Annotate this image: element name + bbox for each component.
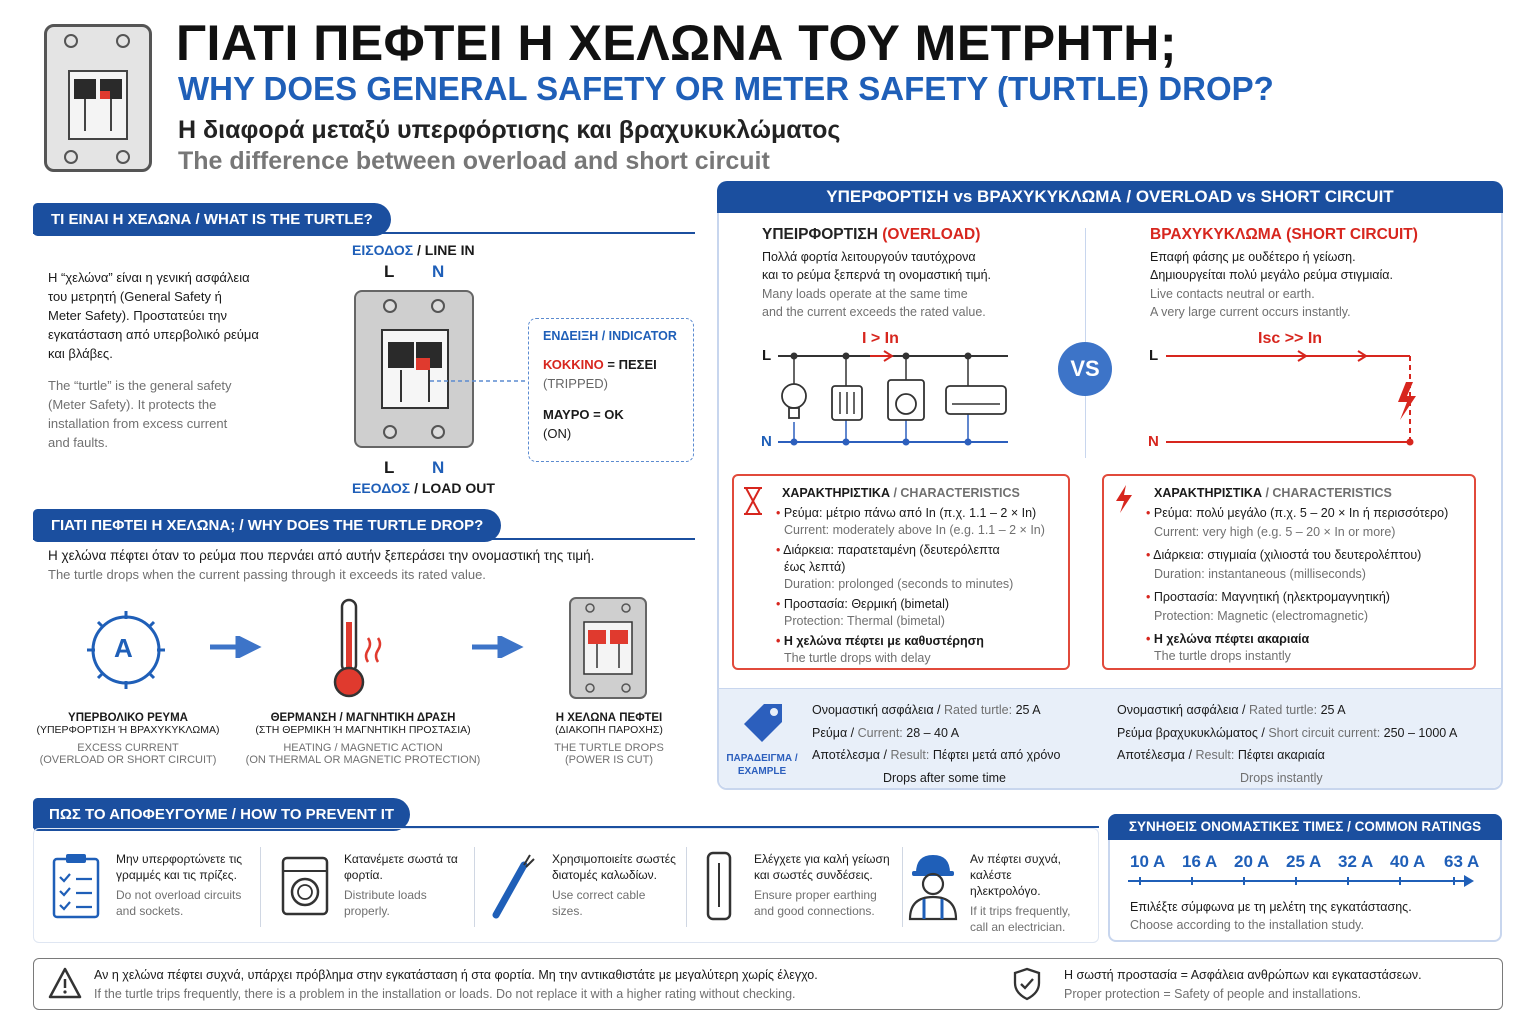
tag-icon <box>740 700 786 746</box>
ex-gr: Ονομαστική ασφάλεια / <box>1117 703 1246 717</box>
example-label-line1: ΠΑΡΑΔΕΙΓΜΑ / <box>726 753 798 764</box>
ammeter-letter: A <box>114 633 133 663</box>
step-en-sub: (OVERLOAD OR SHORT CIRCUIT) <box>39 754 217 766</box>
rating-value: 10 A <box>1130 852 1166 871</box>
overload-title <box>762 226 980 244</box>
short-L: L <box>1149 347 1159 364</box>
warning-icon <box>48 967 82 999</box>
chars-en-label: Protection: <box>1154 609 1214 623</box>
prevent-heading: ΠΩΣ ΤΟ ΑΠΟΦΕΥΓΟΥΜΕ / HOW TO PREVENT IT <box>33 798 410 831</box>
ratings-box <box>1108 814 1502 942</box>
overload-characteristics-box <box>732 474 1070 670</box>
chars-item: • Προστασία: Μαγνητική (ηλεκτρομαγνητική) <box>1146 590 1390 604</box>
prevent-gr: Ελέγχετε για καλή γείωση <box>754 852 890 866</box>
prevent-en: Do not overload circuits <box>116 888 242 902</box>
ex-val: 28 – 40 A <box>906 725 960 740</box>
short-en-line: A very large current occurs instantly. <box>1150 305 1351 319</box>
what-en-line: The “turtle” is the general safety <box>48 378 232 393</box>
turtle-breaker-diagram <box>354 290 474 448</box>
chars-item: • Ρεύμα: πολύ μεγάλο (π.χ. 5 – 20 × In ή περισσότερο) <box>1146 506 1449 520</box>
what-description-gr <box>48 268 298 363</box>
prevent-separator <box>686 847 687 927</box>
line-in-label <box>352 242 475 258</box>
rating-value: 40 A <box>1390 852 1426 871</box>
step-en-sub: (ON THERMAL OR MAGNETIC PROTECTION) <box>245 754 481 766</box>
example-label <box>726 752 798 778</box>
chars-item-en <box>1146 566 1472 583</box>
terminal-N-bottom: N <box>432 458 445 477</box>
chars-en-label: Protection: <box>784 614 844 628</box>
rating-value: 20 A <box>1234 852 1270 871</box>
overload-en-line: Many loads operate at the same time <box>762 287 968 301</box>
what-gr-line: εγκατάσταση από υπερβολικό ρεύμα <box>48 327 259 342</box>
why-text-gr: Η χελώνα πέφτει όταν το ρεύμα που περνάει από αυτήν ξεπεράσει την ονομαστική της τιμή. <box>48 548 595 563</box>
chars-en-text: The turtle drops with delay <box>784 651 931 665</box>
chars-title-gr: ΧΑΡΑΚΤΗΡΙΣΤΙΚΑ <box>1154 486 1262 500</box>
lightning-icon <box>1114 484 1134 514</box>
prevent-separator <box>474 847 475 927</box>
chars-en-text: prolonged (seconds to minutes) <box>838 577 1014 591</box>
ex-gr: Ρεύμα / <box>812 725 855 740</box>
overload-gr-line: και το ρεύμα ξεπερνά τη ονομαστική τιμή. <box>762 268 991 282</box>
short-formula: Isc >> In <box>1258 330 1323 347</box>
prevent-item-2 <box>344 851 474 964</box>
chars-en-label: Duration: <box>784 577 835 591</box>
why-heading: ΓΙΑΤΙ ΠΕΦΤΕΙ Η ΧΕΛΩΝΑ; / WHY DOES THE TURTLE DROP? <box>33 509 501 542</box>
chars-gr-label: Ρεύμα: <box>1153 506 1193 520</box>
example-row <box>812 722 1060 745</box>
example-label-line2: EXAMPLE <box>737 766 787 777</box>
terminal-L-bottom: L <box>384 458 395 477</box>
short-desc-en <box>1150 285 1351 321</box>
header-breaker-icon <box>44 24 152 172</box>
what-en-line: (Meter Safety). It protects the <box>48 397 217 412</box>
example-overload <box>812 699 1060 789</box>
page-subtitle-en: The difference between overload and short circuit <box>178 147 770 175</box>
prevent-item-4 <box>754 851 900 964</box>
prevent-item-3 <box>552 851 682 964</box>
short-gr-line: Επαφή φάσης με ουδέτερο ή γείωση. <box>1150 250 1356 264</box>
rating-value: 16 A <box>1182 852 1218 871</box>
page-title-en: WHY DOES GENERAL SAFETY OR METER SAFETY (TURTLE) DROP? <box>178 70 1274 107</box>
what-gr-line: και βλάβες. <box>48 346 113 361</box>
chars-en-text: instantaneous (milliseconds) <box>1208 567 1366 581</box>
chars-item: • Η χελώνα πέφτει με καθυστέρηση <box>776 634 984 648</box>
ratings-heading: ΣΥΝΗΘΕΙΣ ΟΝΟΜΑΣΤΙΚΕΣ ΤΙΜΕΣ / COMMON RATINGS <box>1108 814 1502 840</box>
chars-gr-text-cont: έως λεπτά) <box>784 560 846 574</box>
line-in-gr: ΕΙΣΟΔΟΣ <box>352 242 414 258</box>
ratings-note-gr: Επιλέξτε σύμφωνα με τη μελέτη της εγκατάστασης. <box>1130 900 1412 914</box>
chars-gr-text: Η χελώνα πέφτει ακαριαία <box>1153 632 1310 646</box>
prevent-en: sizes. <box>552 904 583 918</box>
chars-item-en <box>776 576 1066 593</box>
step-gr-title: ΥΠΕΡΒΟΛΙΚΟ ΡΕΥΜΑ <box>68 712 188 724</box>
chars-item-en <box>1146 524 1472 541</box>
prevent-en: and sockets. <box>116 904 184 918</box>
overload-title-en: (OVERLOAD) <box>882 226 981 243</box>
prevent-separator <box>260 847 261 927</box>
example-row <box>812 699 1060 722</box>
ex-en: Result: <box>890 748 930 762</box>
chars-gr-label: Ρεύμα: <box>783 506 823 520</box>
step-gr-title: ΘΕΡΜΑΝΣΗ / ΜΑΓΝΗΤΙΚΗ ΔΡΑΣΗ <box>270 712 456 724</box>
prevent-en: Distribute loads <box>344 888 427 902</box>
hourglass-icon <box>742 486 764 516</box>
prevent-gr: και σωστές συνδέσεις. <box>754 868 873 882</box>
short-en-line: Live contacts neutral or earth. <box>1150 287 1315 301</box>
what-gr-line: του μετρητή (General Safety ή <box>48 289 222 304</box>
prevent-en: Use correct cable <box>552 888 646 902</box>
ex-en: Rated turtle: <box>944 703 1013 717</box>
prevent-en: and good connections. <box>754 904 875 918</box>
ex-val: Πέφτει μετά από χρόνο <box>932 748 1061 762</box>
indicator-title: ΕΝΔΕΙΞΗ / INDICATOR <box>543 329 677 343</box>
chars-en-text: very high (e.g. 5 – 20 × In or more) <box>1202 525 1396 539</box>
chars-title-en: / CHARACTERISTICS <box>1265 486 1392 500</box>
chars-gr-text: παρατεταμένη (δευτερόλεπτα <box>837 543 1000 557</box>
prevent-separator <box>902 847 903 927</box>
prevent-gr: Κατανέμετε σωστά τα <box>344 852 458 866</box>
why-step-2 <box>240 712 486 766</box>
overload-desc-gr <box>762 248 991 284</box>
rating-value: 32 A <box>1338 852 1374 871</box>
footer-safety-gr: Η σωστή προστασία = Ασφάλεια ανθρώπων και εγκαταστάσεων. <box>1064 968 1422 982</box>
prevent-gr: ηλεκτρολόγο. <box>970 884 1041 898</box>
tripped-breaker-icon <box>568 596 648 700</box>
prevent-en: If it trips frequently, <box>970 904 1071 918</box>
chars-gr-label: Διάρκεια: <box>783 543 834 557</box>
what-description-en <box>48 376 298 452</box>
comparison-heading: ΥΠΕΡΦΟΡΤΙΣΗ vs ΒΡΑΧΥΚΥΚΛΩΜΑ / OVERLOAD vs SHORT CIRCUIT <box>717 181 1503 213</box>
chars-gr-text: μέτριο πάνω από In (π.χ. 1.1 – 2 × In) <box>826 506 1037 520</box>
overload-N: N <box>761 433 772 450</box>
checklist-icon <box>50 851 102 921</box>
short-title: ΒΡΑΧΥΚΥΚΛΩΜΑ (SHORT CIRCUIT) <box>1150 226 1418 243</box>
chars-gr-text: στιγμιαία (χιλιοστά του δευτερολέπτου) <box>1207 548 1422 562</box>
example-row <box>1117 699 1457 722</box>
indicator-black-en: (ON) <box>543 426 572 441</box>
chars-gr-text: Η χελώνα πέφτει με καθυστέρηση <box>783 634 984 648</box>
chars-en-text: Magnetic (electromagnetic) <box>1217 609 1369 623</box>
rating-value: 25 A <box>1286 852 1322 871</box>
chars-item-en <box>776 522 1066 539</box>
electrician-icon <box>906 851 960 921</box>
overload-chars-title <box>782 486 1020 500</box>
short-desc-gr <box>1150 248 1393 284</box>
ex-gr: Ρεύμα βραχυκυκλώματος / <box>1117 725 1265 740</box>
prevent-item-5 <box>970 851 1100 964</box>
short-chars-list <box>1146 505 1472 665</box>
chars-gr-text: πολύ μεγάλο (π.χ. 5 – 20 × In ή περισσότερο) <box>1196 506 1449 520</box>
chars-item: • Διάρκεια: στιγμιαία (χιλιοστά του δευτερολέπτου) <box>1146 548 1422 562</box>
prevent-item-1 <box>116 851 254 964</box>
footer-box <box>33 958 1503 1010</box>
load-out-label <box>352 480 495 496</box>
ex-en: Short circuit current: <box>1268 725 1381 740</box>
indicator-black-text: ΜΑΥΡΟ = ΟΚ <box>543 407 624 422</box>
step-en-sub: (POWER IS CUT) <box>565 754 653 766</box>
prevent-box <box>33 828 1099 943</box>
footer-warning-gr: Αν η χελώνα πέφτει συχνά, υπάρχει πρόβλημα στην εγκατάσταση ή στα φορτία. Μη την αντικαθιστάτε με μεγαλύτερη χωρίς έλεγχο. <box>94 968 818 982</box>
step-gr-sub: (ΥΠΕΡΦΟΡΤΙΣΗ Ή ΒΡΑΧΥΚΥΚΛΩΜΑ) <box>36 724 220 736</box>
step-gr-sub: (ΣΤΗ ΘΕΡΜΙΚΗ Ή ΜΑΓΝΗΤΙΚΗ ΠΡΟΣΤΑΣΙΑ) <box>255 724 471 736</box>
example-row <box>1117 744 1457 767</box>
step-en-title: EXCESS CURRENT <box>77 742 179 754</box>
ex-result-en: Drops after some time <box>883 770 1006 785</box>
prevent-gr: Μην υπερφορτώνετε τις <box>116 852 243 866</box>
chars-en-text: moderately above In (e.g. 1.1 – 2 × In) <box>832 523 1045 537</box>
terminal-N-top: N <box>432 262 445 281</box>
load-out-gr: ΕΕΟΔΟΣ <box>352 480 411 496</box>
short-chars-title <box>1154 486 1392 500</box>
chars-gr-text: Θερμική (bimetal) <box>851 597 950 611</box>
footer-warning-en: If the turtle trips frequently, there is a problem in the installation or loads. Do not replace it with a higher rating without checking. <box>94 987 796 1001</box>
overload-circuit-diagram <box>778 344 1014 450</box>
cable-icon <box>488 851 540 921</box>
chars-gr-text: Μαγνητική (ηλεκτρομαγνητική) <box>1221 590 1390 604</box>
indicator-red-word: ΚΟΚΚΙΝΟ <box>543 357 604 372</box>
example-row <box>1117 722 1457 745</box>
prevent-gr: γραμμές και τις πρίζες. <box>116 868 237 882</box>
chars-gr-label: Προστασία: <box>783 597 848 611</box>
chars-title-en: / CHARACTERISTICS <box>893 486 1020 500</box>
overload-formula: I > In <box>862 330 899 347</box>
prevent-en: properly. <box>344 904 390 918</box>
prevent-gr: Χρησιμοποιείτε σωστές <box>552 852 676 866</box>
chars-item-en <box>1146 608 1472 625</box>
what-gr-line: Meter Safety). Προστατεύει την <box>48 308 227 323</box>
chars-item: • Διάρκεια: παρατεταμένη (δευτερόλεπτα <box>776 543 1000 557</box>
chars-item: • Ρεύμα: μέτριο πάνω από In (π.χ. 1.1 – 2 × In) <box>776 506 1037 520</box>
why-step-1 <box>30 712 226 766</box>
overload-gr-line: Πολλά φορτία λειτουργούν ταυτόχρονα <box>762 250 976 264</box>
ex-result-en: Drops instantly <box>1240 770 1323 785</box>
chars-en-text: Thermal (bimetal) <box>847 614 945 628</box>
what-heading: ΤΙ ΕΙΝΑΙ Η ΧΕΛΩΝΑ / WHAT IS THE TURTLE? <box>33 203 391 236</box>
step-en-title: THE TURTLE DROPS <box>554 742 664 754</box>
ex-en: Rated turtle: <box>1249 703 1318 717</box>
ex-val: 25 A <box>1320 703 1346 717</box>
overload-desc-en <box>762 285 986 321</box>
ex-en: Result: <box>1195 748 1235 762</box>
step-en-title: HEATING / MAGNETIC ACTION <box>283 742 443 754</box>
what-gr-line: Η “χελώνα” είναι η γενική ασφάλεια <box>48 270 250 285</box>
example-row <box>812 744 1060 767</box>
page-title-gr: ΓΙΑΤΙ ΠΕΦΤΕΙ Η ΧΕΛΩΝΑ ΤΟΥ ΜΕΤΡΗΤΗ; <box>176 15 1177 71</box>
ex-en: Current: <box>857 725 903 740</box>
tester-icon <box>702 849 736 923</box>
why-text-en: The turtle drops when the current passing through it exceeds its rated value. <box>48 567 486 582</box>
chars-item: • Προστασία: Θερμική (bimetal) <box>776 597 950 611</box>
ex-gr: Αποτέλεσμα / <box>812 748 887 762</box>
shield-icon <box>1012 967 1042 1001</box>
short-circuit-diagram <box>1166 344 1420 450</box>
short-characteristics-box <box>1102 474 1476 670</box>
overload-L: L <box>762 347 772 364</box>
chars-item: • Η χελώνα πέφτει ακαριαία <box>1146 632 1310 646</box>
chars-title-gr: ΧΑΡΑΚΤΗΡΙΣΤΙΚΑ <box>782 486 890 500</box>
arrow-icon <box>208 636 262 658</box>
page-subtitle-gr: Η διαφορά μεταξύ υπερφόρτισης και βραχυκυκλώματος <box>178 116 841 144</box>
rating-value: 63 A <box>1444 852 1480 871</box>
chars-en-label: Current: <box>1154 525 1200 539</box>
chars-en-label: Duration: <box>1154 567 1205 581</box>
indicator-dashed-connector <box>430 370 530 390</box>
ratings-note-en: Choose according to the installation study. <box>1130 918 1364 932</box>
what-en-line: and faults. <box>48 435 108 450</box>
prevent-gr: διατομές καλωδίων. <box>552 868 657 882</box>
indicator-red-en: (TRIPPED) <box>543 376 608 391</box>
chars-item-en <box>776 613 1066 630</box>
chars-en-label: Current: <box>784 523 830 537</box>
prevent-en: call an electrician. <box>970 920 1066 934</box>
arrow-icon <box>470 636 524 658</box>
indicator-box <box>528 318 694 462</box>
overload-title-gr: ΥΠΕΙΡΦΟΡΤΙΣΗ <box>762 226 878 243</box>
thermometer-icon <box>326 598 390 700</box>
prevent-gr: φορτία. <box>344 868 383 882</box>
ex-val: 250 – 1000 A <box>1383 725 1458 740</box>
step-gr-title: Η ΧΕΛΩΝΑ ΠΕΦΤΕΙ <box>555 712 663 724</box>
what-en-line: installation from excess current <box>48 416 228 431</box>
ex-gr: Ονομαστική ασφάλεια / <box>812 703 941 717</box>
prevent-en: Ensure proper earthing <box>754 888 877 902</box>
ex-val: Πέφτει ακαριαία <box>1237 748 1325 762</box>
short-gr-line: Δημιουργείται πολύ μεγάλο ρεύμα στιγμιαία. <box>1150 268 1393 282</box>
vs-badge: VS <box>1058 342 1112 396</box>
ex-val: 25 A <box>1015 703 1041 717</box>
ex-gr: Αποτέλεσμα / <box>1117 748 1192 762</box>
terminal-L-top: L <box>384 262 395 281</box>
washing-machine-icon <box>280 855 330 917</box>
prevent-gr: Αν πέφτει συχνά, καλέστε <box>970 852 1061 882</box>
footer-safety-en: Proper protection = Safety of people and installations. <box>1064 987 1362 1001</box>
indicator-red-rest: = ΠΕΣΕΙ <box>607 357 657 372</box>
indicator-red-line <box>543 357 657 372</box>
example-short <box>1117 699 1457 789</box>
why-step-3 <box>528 712 690 766</box>
overload-chars-list <box>776 505 1066 667</box>
ratings-axis <box>1128 874 1476 888</box>
chars-gr-label: Διάρκεια: <box>1153 548 1204 562</box>
load-out-en: / LOAD OUT <box>414 480 495 496</box>
overload-en-line: and the current exceeds the rated value. <box>762 305 986 319</box>
line-in-en: / LINE IN <box>417 242 475 258</box>
chars-gr-label: Προστασία: <box>1153 590 1218 604</box>
short-N: N <box>1148 433 1159 450</box>
step-gr-sub: (ΔΙΑΚΟΠΗ ΠΑΡΟΧΗΣ) <box>555 724 663 736</box>
chars-en-text: The turtle drops instantly <box>1154 649 1291 663</box>
